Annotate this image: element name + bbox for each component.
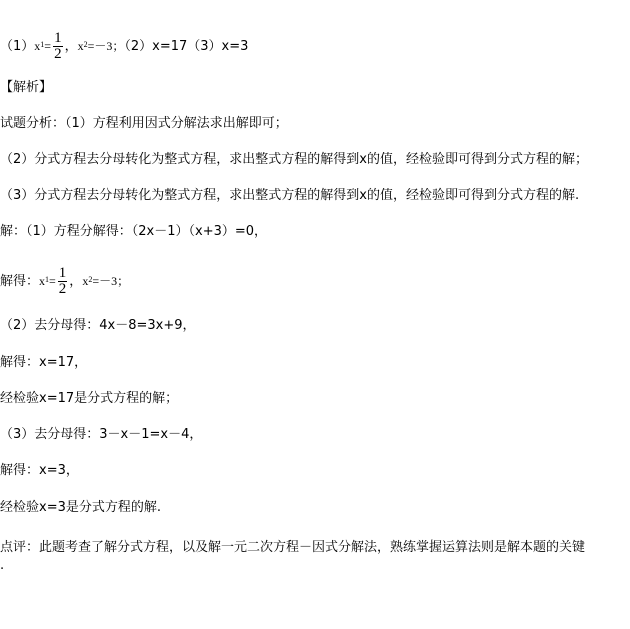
solution-x1 [39, 274, 56, 288]
comment-line-tail: . [0, 558, 5, 573]
solution-line-7: 解得：x=3， [0, 463, 79, 478]
solution-fraction-numerator: 1 [58, 265, 67, 281]
answer-x1 [34, 39, 51, 53]
solution-x2-value: =－3； [92, 274, 130, 288]
solution-line-2 [0, 266, 129, 297]
answer-fraction-numerator: 1 [54, 30, 62, 46]
answer-line [0, 31, 248, 62]
solution-x1-eq: = [49, 274, 56, 288]
solution-x1-sub: 1 [45, 275, 50, 284]
answer-part1-label: （1） [0, 39, 35, 54]
analysis-line-2: （2）分式方程去分母转化为整式方程，求出整式方程的解得到x的值，经检验即可得到分式方程的解； [0, 152, 588, 167]
analysis-line-1: 试题分析：（1）方程利用因式分解法求出解即可； [0, 116, 288, 131]
solution-x1-var: x [39, 274, 46, 288]
solution-line-1: 解：（1）方程分解得：（2x－1）（x+3）=0， [0, 224, 268, 239]
answer-x2 [78, 39, 125, 53]
answer-fraction [53, 31, 63, 62]
answer-x2-value: =－3； [87, 39, 125, 53]
answer-x2-sub: 2 [83, 40, 88, 49]
solution-x2-var: x [82, 274, 89, 288]
solution-x2-sub: 2 [88, 275, 93, 284]
comment-line: 点评：此题考查了解分式方程，以及解一元二次方程－因式分解法，熟练掌握运算法则是解本题的关键 [0, 540, 586, 555]
answer-x1-var: x [34, 39, 41, 53]
solution-line-4: 解得：x=17， [0, 355, 88, 370]
answer-part2-3: （2）x=17（3）x=3 [124, 39, 249, 54]
analysis-heading: 【解析】 [0, 80, 53, 95]
solution-line-8: 经检验x=3是分式方程的解. [0, 500, 161, 515]
solution-line-2-prefix: 解得： [0, 274, 40, 289]
solution-fraction [58, 266, 68, 297]
solution-line-6: （3）去分母得：3－x－1=x－4， [0, 427, 203, 442]
answer-x1-sub: 1 [40, 40, 45, 49]
answer-x2-var: x [77, 39, 84, 53]
analysis-line-3: （3）分式方程去分母转化为整式方程，求出整式方程的解得到x的值，经检验即可得到分式方程的解. [0, 188, 580, 203]
solution-fraction-denominator: 2 [58, 281, 67, 297]
answer-separator: ， [64, 39, 78, 54]
solution-separator: ， [69, 274, 83, 289]
answer-fraction-denominator: 2 [54, 46, 62, 62]
solution-line-3: （2）去分母得：4x－8=3x+9， [0, 318, 196, 333]
solution-line-5: 经检验x=17是分式方程的解； [0, 391, 179, 406]
answer-x1-eq: = [44, 39, 52, 53]
solution-x2 [82, 274, 129, 288]
